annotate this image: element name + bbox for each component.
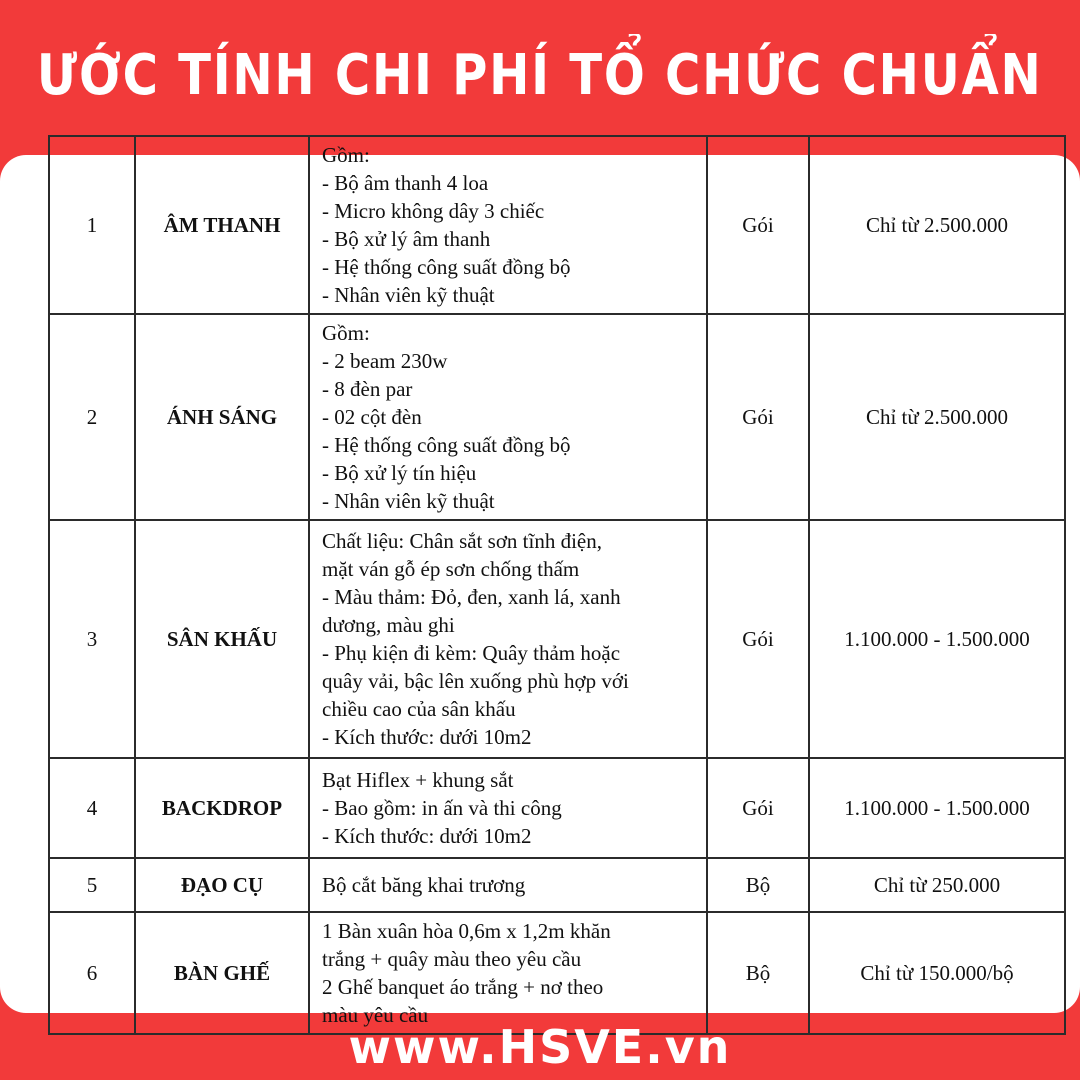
item-unit: Gói — [707, 520, 809, 758]
row-number: 5 — [49, 858, 135, 912]
description-line: - Nhân viên kỹ thuật — [322, 283, 495, 307]
description-line: Bạt Hiflex + khung sắt — [322, 768, 514, 792]
item-description — [309, 858, 707, 912]
description-line: màu yêu cầu — [322, 1003, 429, 1027]
description-line: - Micro không dây 3 chiếc — [322, 199, 545, 223]
item-price: 1.100.000 - 1.500.000 — [809, 520, 1065, 758]
item-price: 1.100.000 - 1.500.000 — [809, 758, 1065, 858]
item-price: Chỉ từ 2.500.000 — [809, 314, 1065, 520]
page-title: ƯỚC TÍNH CHI PHÍ TỔ CHỨC CHUẨN — [37, 42, 1043, 108]
item-price: Chỉ từ 150.000/bộ — [809, 912, 1065, 1034]
row-number: 6 — [49, 912, 135, 1034]
description-line: chiều cao của sân khấu — [322, 697, 516, 721]
table-row — [49, 858, 1065, 912]
item-description — [309, 136, 707, 314]
description-line: mặt ván gỗ ép sơn chống thấm — [322, 557, 580, 581]
description-line: - 2 beam 230w — [322, 349, 448, 373]
price-table-body — [49, 136, 1065, 1034]
description-line: - Hệ thống công suất đồng bộ — [322, 255, 571, 279]
description-line: dương, màu ghi — [322, 613, 455, 637]
item-unit: Bộ — [707, 858, 809, 912]
table-row — [49, 520, 1065, 758]
row-number: 2 — [49, 314, 135, 520]
description-line: - Hệ thống công suất đồng bộ — [322, 433, 571, 457]
description-line: Bộ cắt băng khai trương — [322, 873, 526, 897]
description-line: Chất liệu: Chân sắt sơn tĩnh điện, — [322, 529, 602, 553]
description-line: - Bao gồm: in ấn và thi công — [322, 796, 562, 820]
description-line: 2 Ghế banquet áo trắng + nơ theo — [322, 975, 604, 999]
price-table-wrap — [48, 135, 1032, 1035]
description-line: - 02 cột đèn — [322, 405, 422, 429]
description-line: - Kích thước: dưới 10m2 — [322, 725, 532, 749]
item-name: ĐẠO CỤ — [135, 858, 309, 912]
item-unit: Bộ — [707, 912, 809, 1034]
description-line: trắng + quây màu theo yêu cầu — [322, 947, 582, 971]
item-name: BACKDROP — [135, 758, 309, 858]
description-line: - Bộ xử lý tín hiệu — [322, 461, 477, 485]
description-line: - Kích thước: dưới 10m2 — [322, 824, 532, 848]
description-line: - Nhân viên kỹ thuật — [322, 489, 495, 513]
item-price: Chỉ từ 250.000 — [809, 858, 1065, 912]
table-row — [49, 314, 1065, 520]
item-unit: Gói — [707, 136, 809, 314]
item-name: BÀN GHẾ — [135, 912, 309, 1034]
header-banner — [0, 0, 1080, 150]
description-line: - Phụ kiện đi kèm: Quây thảm hoặc — [322, 641, 621, 665]
item-unit: Gói — [707, 758, 809, 858]
description-line: - Màu thảm: Đỏ, đen, xanh lá, xanh — [322, 585, 621, 609]
description-line: - 8 đèn par — [322, 377, 413, 401]
item-description — [309, 758, 707, 858]
row-number: 1 — [49, 136, 135, 314]
row-number: 4 — [49, 758, 135, 858]
footer-banner — [0, 1013, 1080, 1080]
description-line: 1 Bàn xuân hòa 0,6m x 1,2m khăn — [322, 919, 611, 943]
price-table-card — [0, 143, 1080, 1027]
table-row — [49, 758, 1065, 858]
website-url: www.HSVE.vn — [348, 1019, 732, 1074]
table-row — [49, 136, 1065, 314]
description-line: - Bộ âm thanh 4 loa — [322, 171, 489, 195]
description-line: quây vải, bậc lên xuống phù hợp với — [322, 669, 629, 693]
item-price: Chỉ từ 2.500.000 — [809, 136, 1065, 314]
item-name: ÁNH SÁNG — [135, 314, 309, 520]
row-number: 3 — [49, 520, 135, 758]
price-table — [48, 135, 1066, 1035]
description-line: Gồm: — [322, 321, 370, 345]
item-unit: Gói — [707, 314, 809, 520]
description-line: Gồm: — [322, 143, 370, 167]
item-name: SÂN KHẤU — [135, 520, 309, 758]
description-line: - Bộ xử lý âm thanh — [322, 227, 491, 251]
item-description — [309, 314, 707, 520]
item-name: ÂM THANH — [135, 136, 309, 314]
item-description — [309, 520, 707, 758]
